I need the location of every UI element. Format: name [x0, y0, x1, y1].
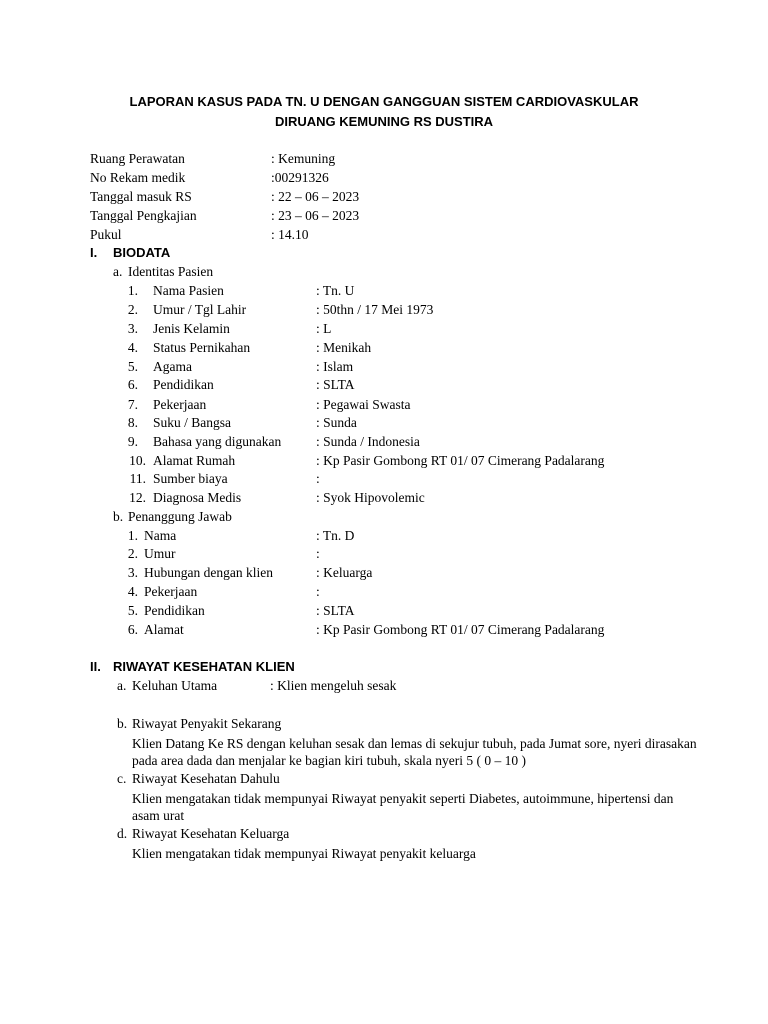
item-value: : Tn. D	[316, 528, 355, 543]
item-number: 4.	[127, 340, 138, 355]
item-number: 6.	[127, 622, 138, 637]
item-number: 4.	[127, 584, 138, 599]
subsection-title: Riwayat Kesehatan Keluarga	[132, 826, 290, 841]
field-value: : 23 – 06 – 2023	[271, 208, 360, 223]
item-value: : Menikah	[316, 340, 372, 355]
field-label: No Rekam medik	[90, 170, 186, 185]
item-value: : Kp Pasir Gombong RT 01/ 07 Cimerang Padalarang	[316, 622, 605, 637]
item-number: 10.	[129, 453, 146, 468]
item-value: : Keluarga	[316, 565, 373, 580]
subsection-title: Penanggung Jawab	[128, 509, 232, 524]
item-number: 9.	[127, 434, 138, 449]
item-number: 2.	[127, 546, 138, 561]
item-label: Diagnosa Medis	[153, 490, 242, 505]
item-value: : Islam	[316, 359, 354, 374]
item-number: 11.	[129, 471, 146, 486]
item-label: Hubungan dengan klien	[144, 565, 273, 580]
item-number: 5.	[127, 359, 138, 374]
subsection-marker: a.	[117, 678, 127, 693]
item-number: 3.	[127, 565, 138, 580]
item-label: Alamat	[144, 622, 184, 637]
item-number: 12.	[129, 490, 146, 505]
subsection-value: : Klien mengeluh sesak	[270, 678, 397, 693]
item-label: Nama	[144, 528, 177, 543]
item-label: Bahasa yang digunakan	[153, 434, 282, 449]
item-label: Pekerjaan	[144, 584, 198, 599]
field-label: Pukul	[90, 227, 122, 242]
item-number: 2.	[127, 302, 138, 317]
section-title: BIODATA	[113, 245, 171, 260]
subsection-marker: b.	[113, 509, 124, 524]
item-value: :	[316, 546, 320, 561]
item-value: : Syok Hipovolemic	[316, 490, 425, 505]
item-label: Status Pernikahan	[153, 340, 251, 355]
item-number: 8.	[127, 415, 138, 430]
section-number: II.	[90, 659, 101, 674]
item-value: : SLTA	[316, 603, 355, 618]
riwayat-sekarang-text: Klien Datang Ke RS dengan keluhan sesak dan lemas di sekujur tubuh, pada Jumat sore, nyeri dirasakan pada area dada dan menjalar ke bagian kiri tubuh, skala nyeri 5 ( 0 – 10 )	[132, 736, 697, 768]
item-value: : Pegawai Swasta	[316, 397, 411, 412]
document-title-line1: LAPORAN KASUS PADA TN. U DENGAN GANGGUAN SISTEM CARDIOVASKULAR	[129, 94, 639, 109]
field-value: :00291326	[271, 170, 329, 185]
item-label: Pekerjaan	[153, 397, 207, 412]
item-label: Agama	[153, 359, 192, 374]
item-label: Umur	[144, 546, 176, 561]
item-label: Alamat Rumah	[153, 453, 236, 468]
section-number: I.	[90, 245, 98, 260]
item-value: : Tn. U	[316, 283, 355, 298]
subsection-marker: a.	[113, 264, 123, 279]
item-label: Pendidikan	[153, 377, 214, 392]
item-number: 6.	[127, 377, 138, 392]
riwayat-keluarga-text: Klien mengatakan tidak mempunyai Riwayat penyakit keluarga	[132, 846, 476, 861]
item-label: Jenis Kelamin	[153, 321, 230, 336]
item-number: 1.	[127, 528, 138, 543]
field-label: Tanggal masuk RS	[90, 189, 192, 204]
item-value: : Kp Pasir Gombong RT 01/ 07 Cimerang Padalarang	[316, 453, 605, 468]
field-value: : 14.10	[271, 227, 309, 242]
field-value: : 22 – 06 – 2023	[271, 189, 360, 204]
subsection-title: Riwayat Penyakit Sekarang	[132, 716, 282, 731]
item-label: Nama Pasien	[153, 283, 224, 298]
item-value: : 50thn / 17 Mei 1973	[316, 302, 434, 317]
item-number: 7.	[127, 397, 138, 412]
item-value: : Sunda	[316, 415, 357, 430]
field-value: : Kemuning	[271, 151, 336, 166]
subsection-marker: b.	[117, 716, 128, 731]
subsection-title: Riwayat Kesehatan Dahulu	[132, 771, 280, 786]
field-label: Ruang Perawatan	[90, 151, 185, 166]
document-title-line2: DIRUANG KEMUNING RS DUSTIRA	[274, 114, 494, 129]
riwayat-dahulu-text: Klien mengatakan tidak mempunyai Riwayat penyakit seperti Diabetes, autoimmune, hipertensi dan asam urat	[132, 791, 674, 823]
item-value: :	[316, 584, 320, 599]
item-label: Umur / Tgl Lahir	[153, 302, 247, 317]
item-number: 3.	[127, 321, 138, 336]
item-label: Sumber biaya	[153, 471, 228, 486]
subsection-title: Identitas Pasien	[128, 264, 214, 279]
item-value: : L	[316, 321, 332, 336]
subsection-label: Keluhan Utama	[132, 678, 218, 693]
item-label: Pendidikan	[144, 603, 205, 618]
item-value: :	[316, 471, 320, 486]
subsection-marker: c.	[117, 771, 127, 786]
item-number: 5.	[127, 603, 138, 618]
item-value: : Sunda / Indonesia	[316, 434, 420, 449]
item-value: : SLTA	[316, 377, 355, 392]
item-label: Suku / Bangsa	[153, 415, 232, 430]
item-number: 1.	[127, 283, 138, 298]
subsection-marker: d.	[117, 826, 128, 841]
section-title: RIWAYAT KESEHATAN KLIEN	[113, 659, 295, 674]
field-label: Tanggal Pengkajian	[90, 208, 197, 223]
